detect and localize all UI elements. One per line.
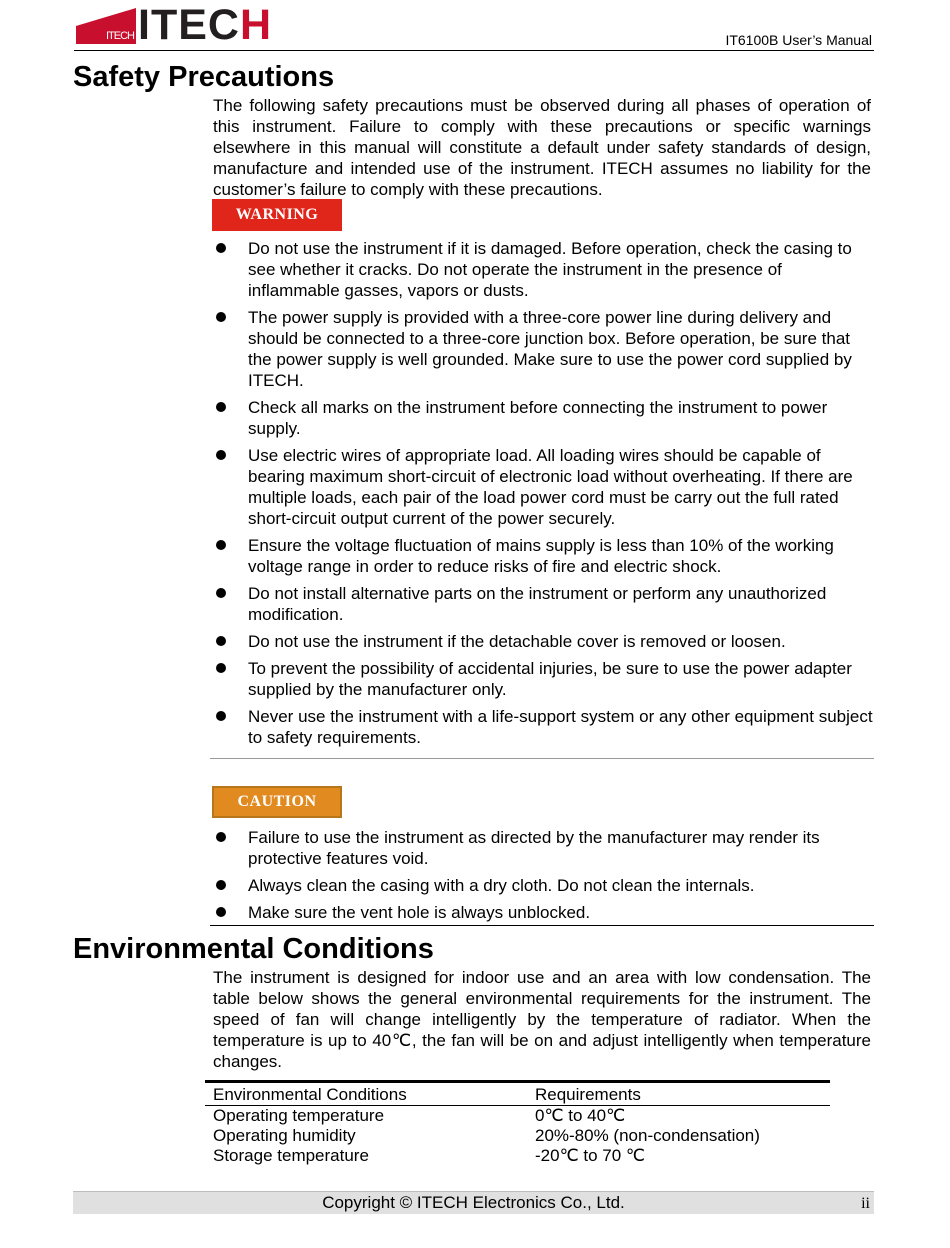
- table-cell: 20%-80% (non-condensation): [535, 1126, 760, 1145]
- section-title-safety: Safety Precautions: [73, 61, 335, 93]
- list-item: The power supply is provided with a three-core power line during delivery and should be connected to a three-core junction box. Before operation, be sure that the power supply is well grounded. Make sure to use the power cord supplied by ITECH.: [212, 307, 874, 391]
- table-cell: 0℃ to 40℃: [535, 1106, 626, 1125]
- copyright-text: Copyright © ITECH Electronics Co., Ltd.: [322, 1193, 625, 1212]
- bullet-icon: [216, 636, 226, 646]
- bullet-icon: [216, 832, 226, 842]
- bullet-icon: [216, 588, 226, 598]
- bullet-icon: [216, 402, 226, 412]
- list-item: Always clean the casing with a dry cloth. Do not clean the internals.: [212, 875, 874, 896]
- table-row: [205, 1146, 830, 1166]
- table-cell: Operating humidity: [213, 1126, 356, 1145]
- column-header: Environmental Conditions: [205, 1082, 527, 1106]
- bullet-icon: [216, 663, 226, 673]
- list-item: Do not install alternative parts on the instrument or perform any unauthorized modification.: [212, 583, 874, 625]
- table-row: [205, 1106, 830, 1127]
- bullet-icon: [216, 312, 226, 322]
- caution-badge: CAUTION: [212, 786, 342, 818]
- table-row: [205, 1126, 830, 1146]
- manual-title: IT6100B User’s Manual: [725, 32, 872, 48]
- divider: [210, 925, 874, 926]
- warning-list: [212, 238, 874, 754]
- itech-logo: [76, 1, 273, 49]
- column-header: Requirements: [527, 1082, 830, 1106]
- list-item: To prevent the possibility of accidental injuries, be sure to use the power adapter supplied by the manufacturer only.: [212, 658, 874, 700]
- page-header: [74, 1, 874, 51]
- list-item: Ensure the voltage fluctuation of mains supply is less than 10% of the working voltage range in order to reduce risks of fire and electric shock.: [212, 535, 874, 577]
- bullet-icon: [216, 711, 226, 721]
- divider: [210, 758, 874, 759]
- list-item: Failure to use the instrument as directed by the manufacturer may render its protective features void.: [212, 827, 874, 869]
- environment-intro: The instrument is designed for indoor use and an area with low condensation. The table below shows the general environmental requirements for the instrument. The speed of fan will change intelligently by the temperature of radiator. When the temperature is up to 40℃, the fan will be on and adjust intelligently when temperature changes.: [213, 968, 871, 1071]
- section-title-environment: Environmental Conditions: [73, 933, 434, 965]
- environment-table: [205, 1080, 830, 1166]
- table-cell: -20℃ to 70 ℃: [535, 1146, 646, 1165]
- bullet-icon: [216, 540, 226, 550]
- bullet-icon: [216, 450, 226, 460]
- table-cell: Storage temperature: [213, 1146, 369, 1165]
- list-item: Make sure the vent hole is always unblocked.: [212, 902, 874, 923]
- bullet-icon: [216, 907, 226, 917]
- logo-mark-icon: ITECH: [76, 8, 136, 44]
- warning-badge: WARNING: [212, 199, 342, 231]
- page-footer: [73, 1191, 874, 1214]
- caution-list: [212, 827, 874, 929]
- logo-wordmark: ITECH: [138, 1, 273, 49]
- list-item: Do not use the instrument if the detachable cover is removed or loosen.: [212, 631, 874, 652]
- bullet-icon: [216, 243, 226, 253]
- list-item: Do not use the instrument if it is damaged. Before operation, check the casing to see whether it cracks. Do not operate the instrument in the presence of inflammable gasses, vapors or dusts.: [212, 238, 874, 301]
- page-number: ii: [861, 1195, 870, 1212]
- bullet-icon: [216, 880, 226, 890]
- table-cell: Operating temperature: [213, 1106, 385, 1125]
- safety-intro: The following safety precautions must be observed during all phases of operation of this instrument. Failure to comply with these precautions or specific warnings elsewhere in this manual will constitute a default under safety standards of design, manufacture and intended use of the instrument. ITECH assumes no liability for the customer’s failure to comply with these precautions.: [213, 96, 871, 199]
- list-item: Never use the instrument with a life-support system or any other equipment subject to safety requirements.: [212, 706, 874, 748]
- table-header-row: [205, 1082, 830, 1106]
- list-item: Check all marks on the instrument before connecting the instrument to power supply.: [212, 397, 874, 439]
- list-item: Use electric wires of appropriate load. All loading wires should be capable of bearing maximum short-circuit of electronic load without overheating. If there are multiple loads, each pair of the load power cord must be carry out the full rated short-circuit output current of the power securely.: [212, 445, 874, 529]
